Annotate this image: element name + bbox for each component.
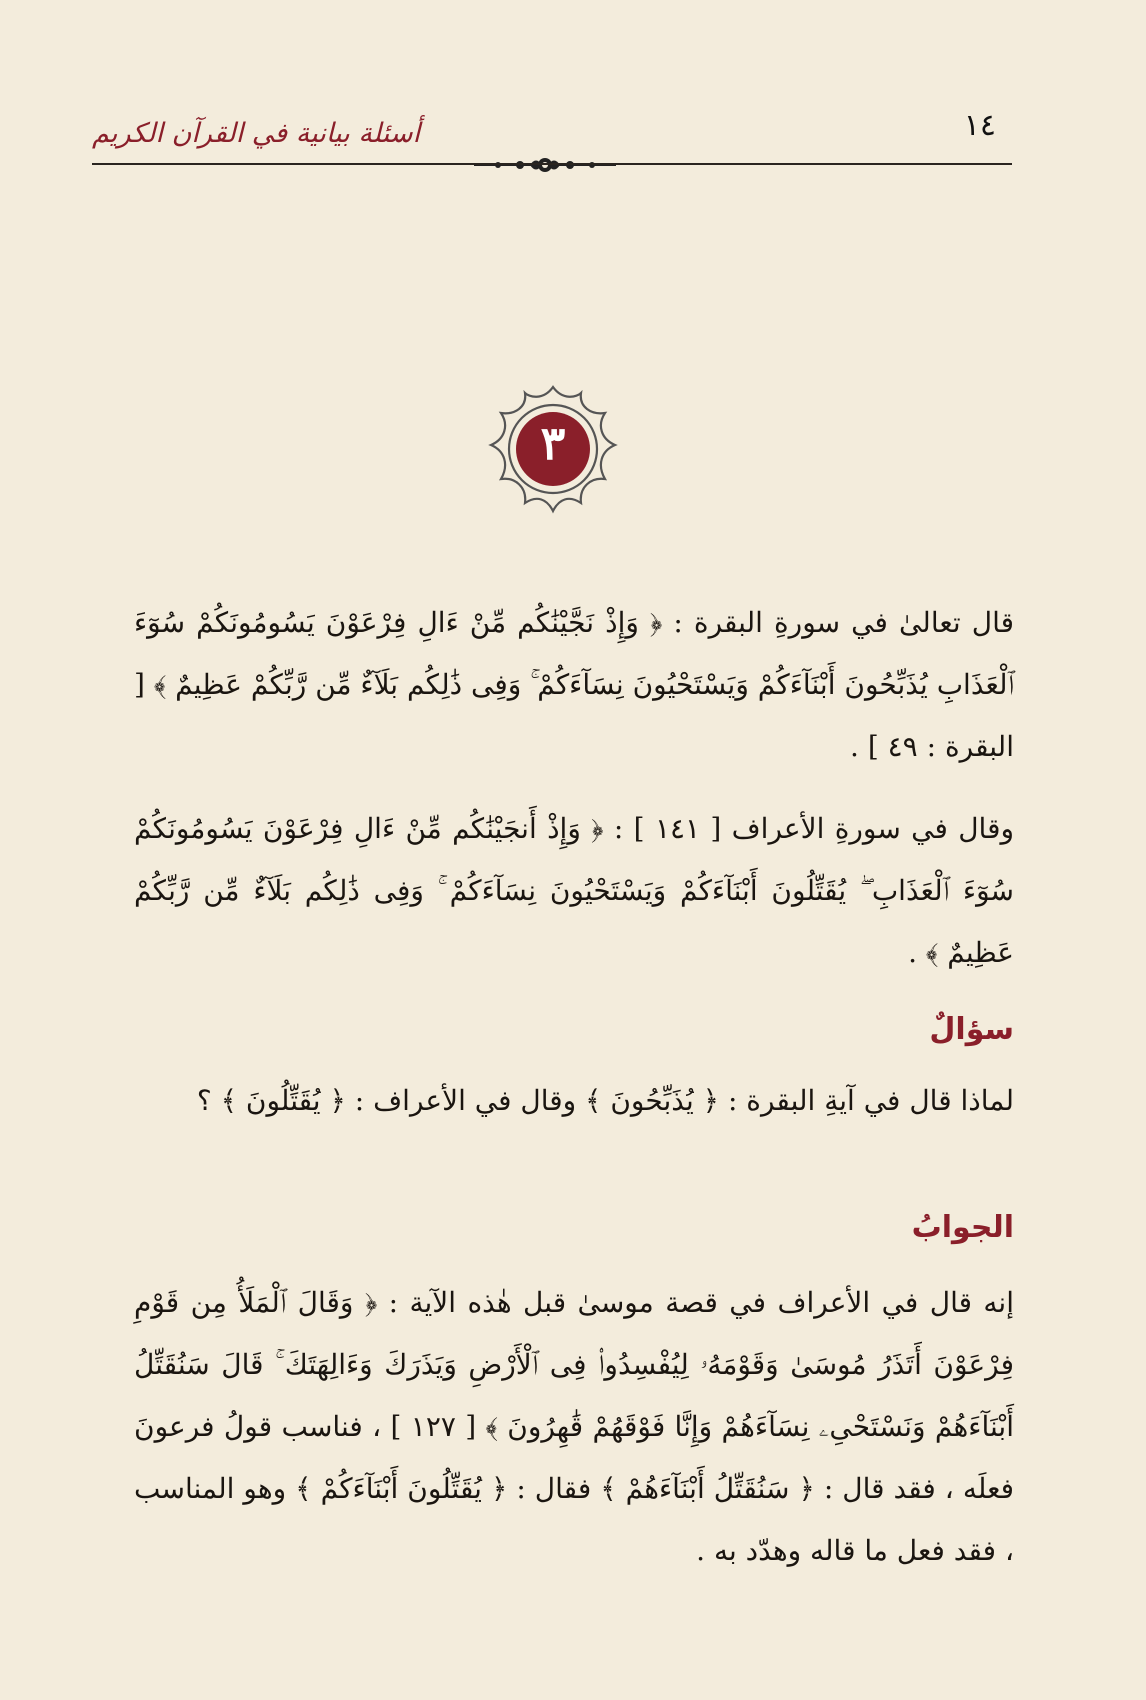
answer-heading: الجوابُ — [911, 1210, 1014, 1245]
intro-paragraph-2: وقال في سورةِ الأعراف [ ١٤١ ] : ﴿ وَإِذْ أَنجَيْنَٰكُم مِّنْ ءَالِ فِرْعَوْنَ يَسُومُونَكُمْ سُوٓءَ ٱلْعَذَابِ ۖ يُقَتِّلُونَ أَبْنَآءَكُمْ وَيَسْتَحْيُونَ نِسَآءَكُمْ ۚ وَفِى ذَٰلِكُم بَلَآءٌ مِّن رَّبِّكُمْ عَظِيمٌ ﴾ . — [134, 812, 1014, 969]
question-text: لماذا قال في آيةِ البقرة : ﴿ يُذَبِّحُونَ ﴾ وقال في الأعراف : ﴿ يُقَتِّلُونَ ﴾ ؟ — [196, 1084, 1014, 1117]
book-title: أسئلة بيانية في القرآن الكريم — [92, 118, 421, 149]
header-ornament-icon — [470, 152, 620, 178]
page-number: ١٤ — [963, 108, 996, 143]
header-rule — [92, 163, 1012, 165]
question-heading: سؤالٌ — [929, 1012, 1014, 1047]
intro-paragraph-1: قال تعالىٰ في سورةِ البقرة : ﴿ وَإِذْ نَجَّيْنَٰكُم مِّنْ ءَالِ فِرْعَوْنَ يَسُومُونَكُمْ سُوٓءَ ٱلْعَذَابِ يُذَبِّحُونَ أَبْنَآءَكُمْ وَيَسْتَحْيُونَ نِسَآءَكُمْ ۚ وَفِى ذَٰلِكُم بَلَآءٌ مِّن رَّبِّكُمْ عَظِيمٌ ﴾ [ البقرة : ٤٩ ] . — [134, 606, 1014, 763]
answer-text: إنه قال في الأعراف في قصة موسىٰ قبل هٰذه الآية : ﴿ وَقَالَ ٱلْمَلَأُ مِن قَوْمِ فِرْعَوْنَ أَتَذَرُ مُوسَىٰ وَقَوْمَهُۥ لِيُفْسِدُوا۟ فِى ٱلْأَرْضِ وَيَذَرَكَ وَءَالِهَتَكَ ۚ قَالَ سَنُقَتِّلُ أَبْنَآءَهُمْ وَنَسْتَحْىِۦ نِسَآءَهُمْ وَإِنَّا فَوْقَهُمْ قَٰهِرُونَ ﴾ [ ١٢٧ ] ، فناسب قولُ فرعونَ فعلَه ، فقد قال : ﴿ سَنُقَتِّلُ أَبْنَآءَهُمْ ﴾ فقال : ﴿ يُقَتِّلُونَ أَبْنَآءَكُمْ ﴾ وهو المناسب ، فقد فعل ما قاله وهدّد به . — [134, 1286, 1015, 1567]
chapter-number: ٣ — [540, 416, 566, 470]
